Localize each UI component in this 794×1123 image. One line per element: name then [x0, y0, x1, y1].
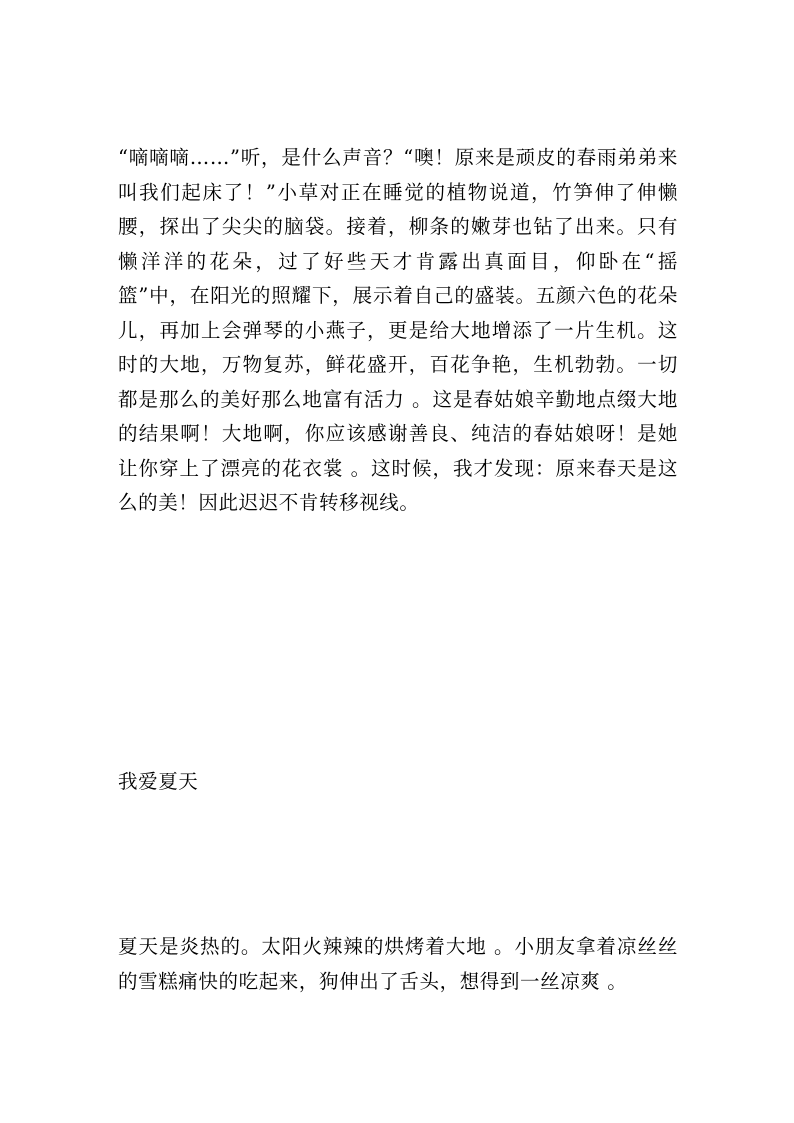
- paragraph-summer: 夏天是炎热的。太阳火辣辣的烘烤着大地 。小朋友拿着凉丝丝的雪糕痛快的吃起来，狗伸出了舌头，想得到一丝凉爽 。: [118, 935, 678, 993]
- section-heading-summer: 我爱夏天: [118, 770, 199, 793]
- paragraph-spring: “嘀嘀嘀……”听，是什么声音？“噢！原来是顽皮的春雨弟弟来叫我们起床了！”小草对正在睡觉的植物说道，竹笋伸了伸懒腰，探出了尖尖的脑袋。接着，柳条的嫩芽也钻了出来。只有懒洋洋的花朵，过了好些天才肯露出真面目，仰卧在“摇篮”中，在阳光的照耀下，展示着自己的盛装。五颜六色的花朵儿，再加上会弹琴的小燕子，更是给大地增添了一片生机。这时的大地，万物复苏，鲜花盛开，百花争艳，生机勃勃。一切都是那么的美好那么地富有活力 。这是春姑娘辛勤地点缀大地的结果啊！大地啊，你应该感谢善良、纯洁的春姑娘呀！是她让你穿上了漂亮的花衣裳 。这时候，我才发现：原来春天是这么的美！因此迟迟不肯转移视线。: [118, 146, 678, 514]
